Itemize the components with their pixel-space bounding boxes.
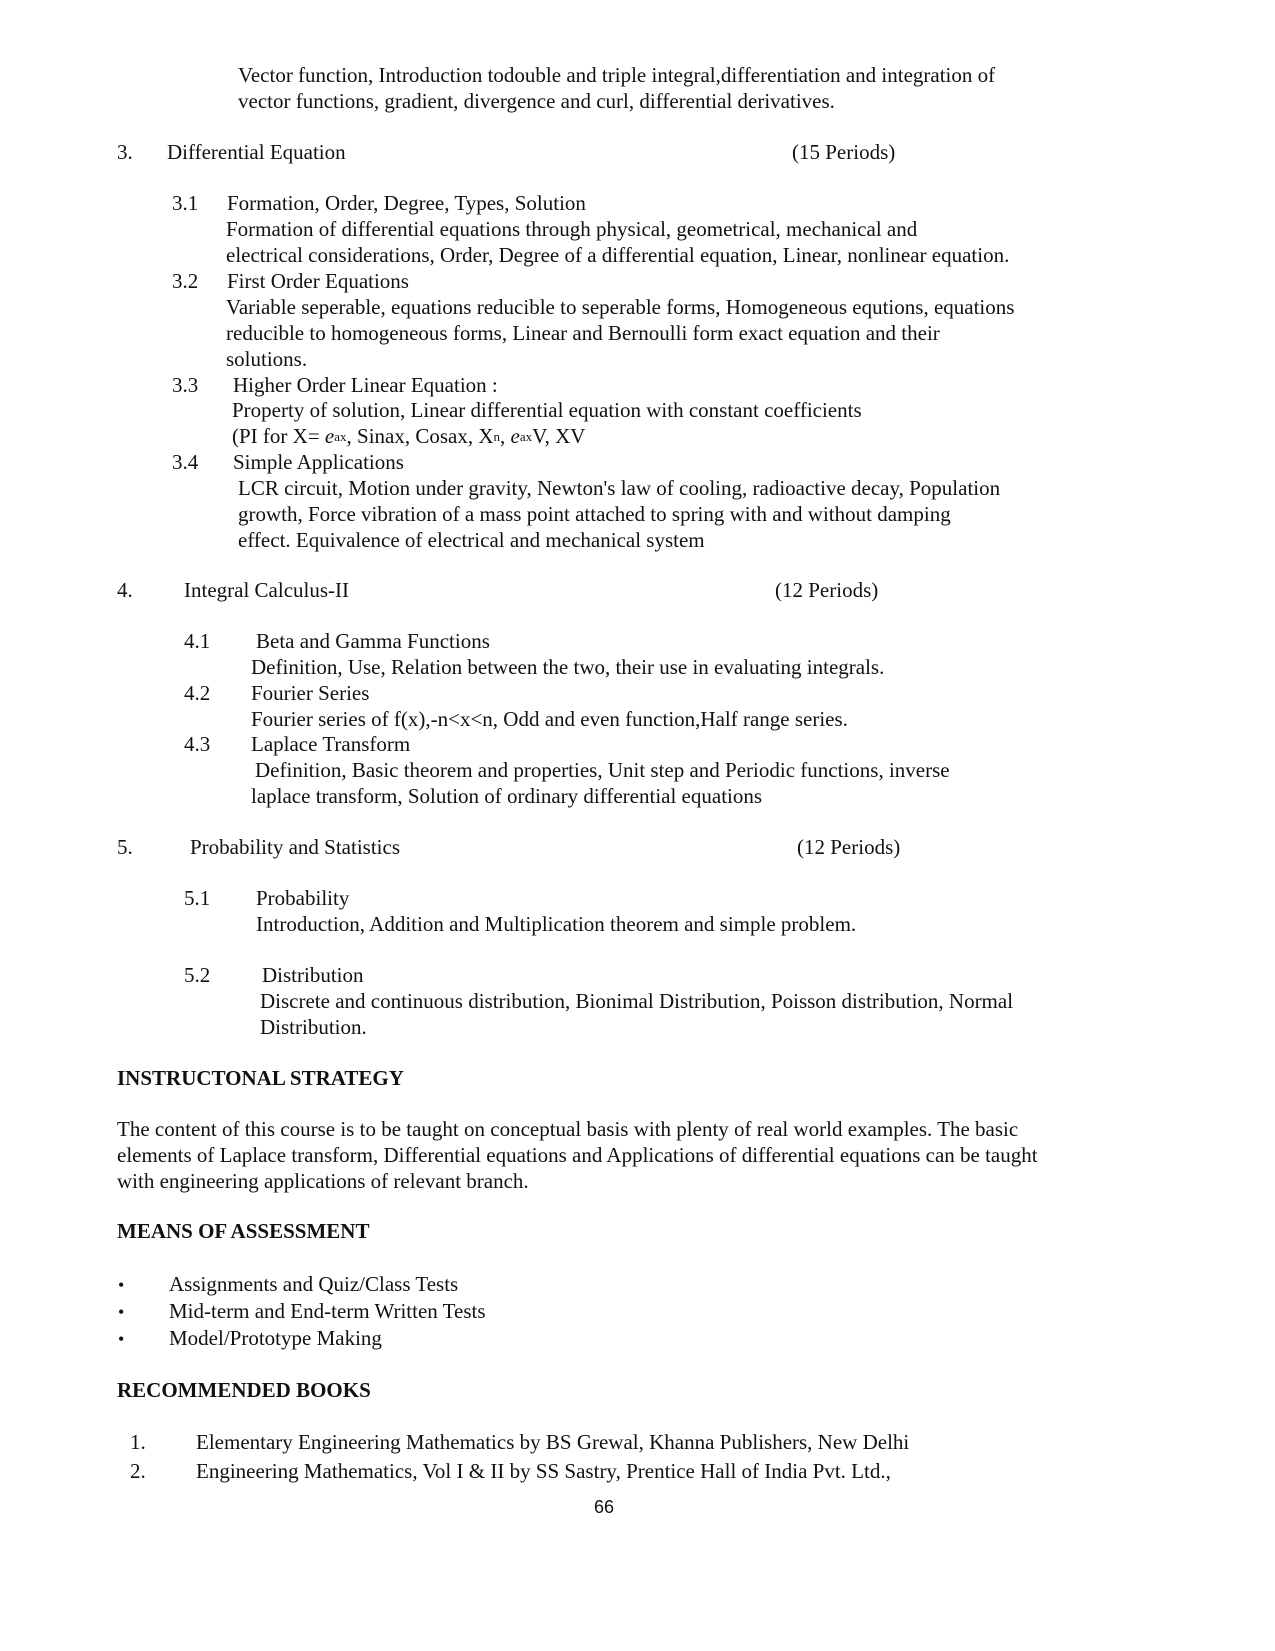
subsection-number: 5.1 — [184, 886, 211, 910]
subsection-text-line: Formation of differential equations through physical, geometrical, mechanical and — [226, 217, 918, 241]
subsection-number: 4.1 — [184, 629, 211, 653]
subsection-number: 3.1 — [172, 191, 199, 215]
subsection-title: Higher Order Linear Equation : — [233, 373, 498, 397]
pi-text: (PI for X= — [232, 424, 325, 448]
particular-integral-line — [232, 423, 585, 449]
book-number: 1. — [130, 1430, 146, 1454]
page-number: 66 — [594, 1497, 615, 1517]
exponential-e: e — [510, 424, 520, 448]
subsection-number: 3.4 — [172, 450, 199, 474]
subsection-number: 3.2 — [172, 269, 199, 293]
bullet-icon: • — [118, 1302, 125, 1322]
subsection-text-line: Distribution. — [260, 1015, 367, 1039]
pi-text: , Sinax, Cosax, X — [346, 424, 494, 448]
pi-text: V, XV — [532, 424, 586, 448]
book-item: Elementary Engineering Mathematics by BS Grewal, Khanna Publishers, New Delhi — [196, 1430, 910, 1454]
subsection-text-line: Fourier series of f(x),-n<x<n, Odd and even function,Half range series. — [251, 707, 848, 731]
book-number: 2. — [130, 1459, 146, 1483]
subsection-title: Formation, Order, Degree, Types, Solution — [227, 191, 586, 215]
subsection-text-line: Variable seperable, equations reducible to seperable forms, Homogeneous equtions, equations — [226, 295, 1015, 319]
section-number: 3. — [117, 140, 133, 164]
topic-text-line: vector functions, gradient, divergence and curl, differential derivatives. — [238, 89, 835, 113]
exponential-e: e — [324, 424, 335, 448]
subsection-text-line: solutions. — [226, 347, 308, 371]
subsection-number: 4.2 — [184, 681, 211, 705]
superscript: ax — [519, 429, 533, 444]
subsection-title: Laplace Transform — [251, 732, 411, 756]
subsection-text-line: Discrete and continuous distribution, Bionimal Distribution, Poisson distribution, Normal — [260, 989, 1014, 1013]
section-title: Probability and Statistics — [190, 835, 400, 859]
section-periods: (12 Periods) — [775, 578, 879, 602]
subsection-title: Probability — [256, 886, 350, 910]
subsection-text-line: electrical considerations, Order, Degree of a differential equation, Linear, nonlinear equation. — [226, 243, 1010, 267]
pi-text: , — [500, 424, 511, 448]
bullet-icon: • — [118, 1275, 125, 1295]
subsection-number: 5.2 — [184, 963, 211, 987]
book-item: Engineering Mathematics, Vol I & II by SS Sastry, Prentice Hall of India Pvt. Ltd., — [196, 1459, 891, 1483]
section-title: Integral Calculus-II — [184, 578, 350, 602]
subsection-text-line: effect. Equivalence of electrical and mechanical system — [238, 528, 705, 552]
strategy-heading: INSTRUCTONAL STRATEGY — [117, 1066, 404, 1090]
subsection-title: Distribution — [262, 963, 364, 987]
assessment-item: Model/Prototype Making — [169, 1326, 382, 1350]
section-periods: (12 Periods) — [797, 835, 901, 859]
bullet-icon: • — [118, 1329, 125, 1349]
books-heading: RECOMMENDED BOOKS — [117, 1378, 371, 1402]
section-title: Differential Equation — [167, 140, 346, 164]
section-periods: (15 Periods) — [792, 140, 896, 164]
subsection-title: Beta and Gamma Functions — [256, 629, 490, 653]
subsection-text-line: laplace transform, Solution of ordinary differential equations — [251, 784, 763, 808]
subsection-text-line: Introduction, Addition and Multiplication theorem and simple problem. — [256, 912, 857, 936]
assessment-item: Mid-term and End-term Written Tests — [169, 1299, 486, 1323]
subsection-text-line: Definition, Use, Relation between the two, their use in evaluating integrals. — [251, 655, 885, 679]
assessment-heading: MEANS OF ASSESSMENT — [117, 1219, 370, 1243]
subsection-number: 3.3 — [172, 373, 199, 397]
subsection-text-line: LCR circuit, Motion under gravity, Newton's law of cooling, radioactive decay, Population — [238, 476, 1001, 500]
section-number: 4. — [117, 578, 133, 602]
subsection-number: 4.3 — [184, 732, 211, 756]
assessment-item: Assignments and Quiz/Class Tests — [169, 1272, 459, 1296]
strategy-text-line: elements of Laplace transform, Differential equations and Applications of differential equations can be taught — [117, 1143, 1038, 1167]
section-number: 5. — [117, 835, 133, 859]
subsection-text-line: Definition, Basic theorem and properties, Unit step and Periodic functions, inverse — [255, 758, 950, 782]
strategy-text-line: with engineering applications of relevant branch. — [117, 1169, 529, 1193]
subsection-text-line: reducible to homogeneous forms, Linear and Bernoulli form exact equation and their — [226, 321, 940, 345]
subsection-title: Fourier Series — [251, 681, 370, 705]
superscript: n — [493, 429, 501, 444]
subsection-text-line: growth, Force vibration of a mass point attached to spring with and without damping — [238, 502, 951, 526]
subsection-title: Simple Applications — [233, 450, 404, 474]
subsection-text-line: Property of solution, Linear differential equation with constant coefficients — [232, 398, 862, 422]
topic-text-line: Vector function, Introduction todouble and triple integral,differentiation and integration of — [238, 63, 996, 87]
superscript: ax — [334, 429, 347, 444]
strategy-text-line: The content of this course is to be taught on conceptual basis with plenty of real world examples. The basic — [117, 1117, 1019, 1141]
subsection-title: First Order Equations — [227, 269, 409, 293]
